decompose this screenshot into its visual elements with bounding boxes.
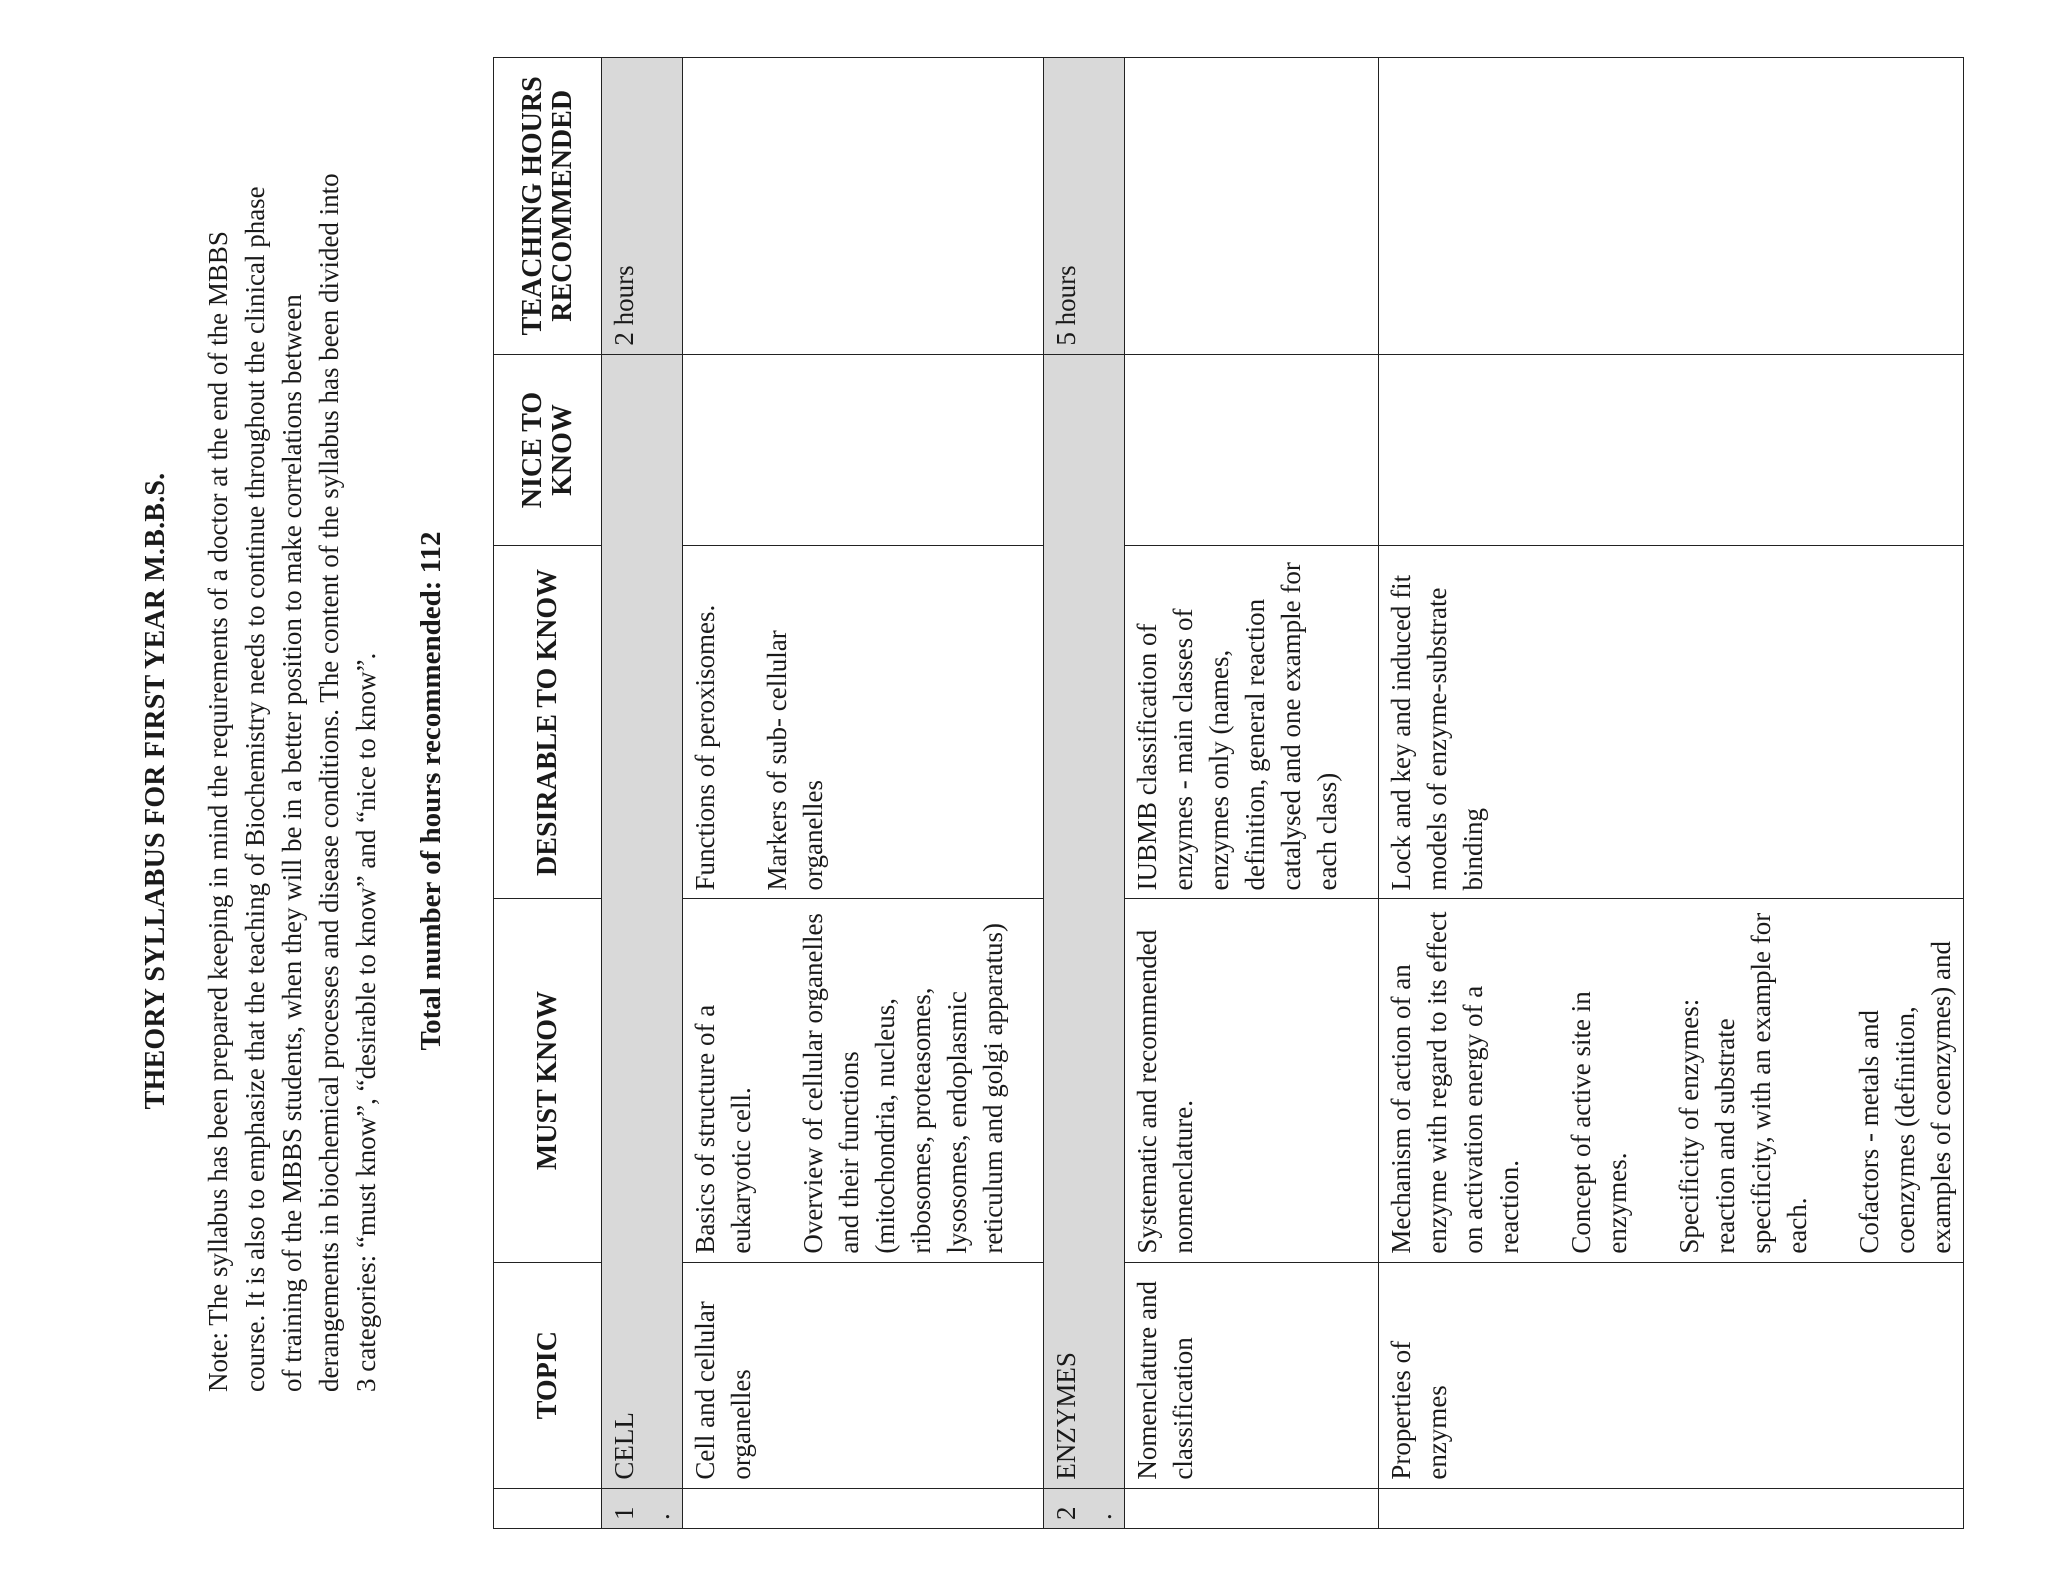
header-must-know: MUST KNOW <box>494 899 602 1262</box>
section-number: 1 . <box>602 1488 683 1528</box>
row-number-cell <box>683 1488 1044 1528</box>
must-know-item: Systematic and recommended nomenclature. <box>1132 929 1198 1254</box>
must-know-item: Mechanism of action of an enzyme with regard to its effect on activation energy of a reaction. <box>1386 911 1524 1254</box>
must-know-cell <box>1379 899 1964 1262</box>
header-topic: TOPIC <box>494 1262 602 1488</box>
must-know-item: Concept of active site in enzymes. <box>1566 991 1632 1254</box>
must-know-item: Cofactors - metals and coenzymes (definition, examples of coenzymes) and <box>1854 941 1956 1254</box>
syllabus-note: Note: The syllabus has been prepared keeping in mind the requirements of a doctor at the end of the MBBS course. It is also to emphasize that the teaching of Biochemistry needs to continue throughout the clinical phase of training of the MBBS students, when they will be in a better position to make correlations between derangements in biochemical processes and disease conditions. The content of the syllabus has been divided into 3 categories: “must know”, “desirable to know” and “nice to know”. <box>203 173 381 1392</box>
nice-to-know-cell <box>683 354 1044 546</box>
section-hours: 5 hours <box>1044 58 1125 355</box>
header-teaching-hours: TEACHING HOURS RECOMMENDED <box>494 58 602 355</box>
table-row <box>1379 58 1964 1529</box>
must-know-item: Overview of cellular organelles and their functions (mitochondria, nucleus, ribosomes, proteasomes, lysosomes, endoplasmic reticulum and golgi apparatus) <box>798 913 1008 1254</box>
hours-cell <box>1125 58 1379 355</box>
desirable-cell <box>683 546 1044 899</box>
desirable-item: Lock and key and induced fit models of enzyme-substrate binding <box>1386 574 1488 891</box>
section-name: CELL <box>602 354 683 1488</box>
desirable-cell <box>1125 546 1379 899</box>
nice-to-know-cell <box>1125 354 1379 546</box>
desirable-item: Functions of peroxisomes. <box>690 604 720 891</box>
document-title: THEORY SYLLABUS FOR FIRST YEAR M.B.B.S. <box>140 472 171 1110</box>
desirable-item: Markers of sub- cellular organelles <box>762 630 828 891</box>
row-number-cell <box>1125 1488 1379 1528</box>
desirable-cell <box>1379 546 1964 899</box>
table-header-row <box>494 58 602 1529</box>
topic-cell: Cell and cellular organelles <box>683 1262 1044 1488</box>
hours-cell <box>1379 58 1964 355</box>
topic-cell: Properties of enzymes <box>1379 1262 1964 1488</box>
section-row-enzymes <box>1044 58 1125 1529</box>
table-row <box>1125 58 1379 1529</box>
must-know-item: Specificity of enzymes: reaction and substrate specificity, with an example for each. <box>1674 912 1812 1254</box>
total-hours-recommended: Total number of hours recommended: 112 <box>415 531 447 1051</box>
must-know-item: Basics of structure of a eukaryotic cell. <box>690 1004 756 1254</box>
desirable-item: IUBMB classification of enzymes - main classes of enzymes only (names, definition, general reaction catalysed and one example for each class) <box>1132 562 1342 891</box>
nice-to-know-cell <box>1379 354 1964 546</box>
header-desirable-to-know: DESIRABLE TO KNOW <box>494 546 602 899</box>
section-hours: 2 hours <box>602 58 683 355</box>
header-number <box>494 1488 602 1528</box>
hours-cell <box>683 58 1044 355</box>
header-nice-to-know: NICE TO KNOW <box>494 354 602 546</box>
section-name: ENZYMES <box>1044 354 1125 1488</box>
must-know-cell <box>683 899 1044 1262</box>
must-know-cell <box>1125 899 1379 1262</box>
table-row <box>683 58 1044 1529</box>
row-number-cell <box>1379 1488 1964 1528</box>
section-row-cell <box>602 58 683 1529</box>
section-number: 2 . <box>1044 1488 1125 1528</box>
syllabus-table <box>493 57 1964 1529</box>
topic-cell: Nomenclature and classification <box>1125 1262 1379 1488</box>
